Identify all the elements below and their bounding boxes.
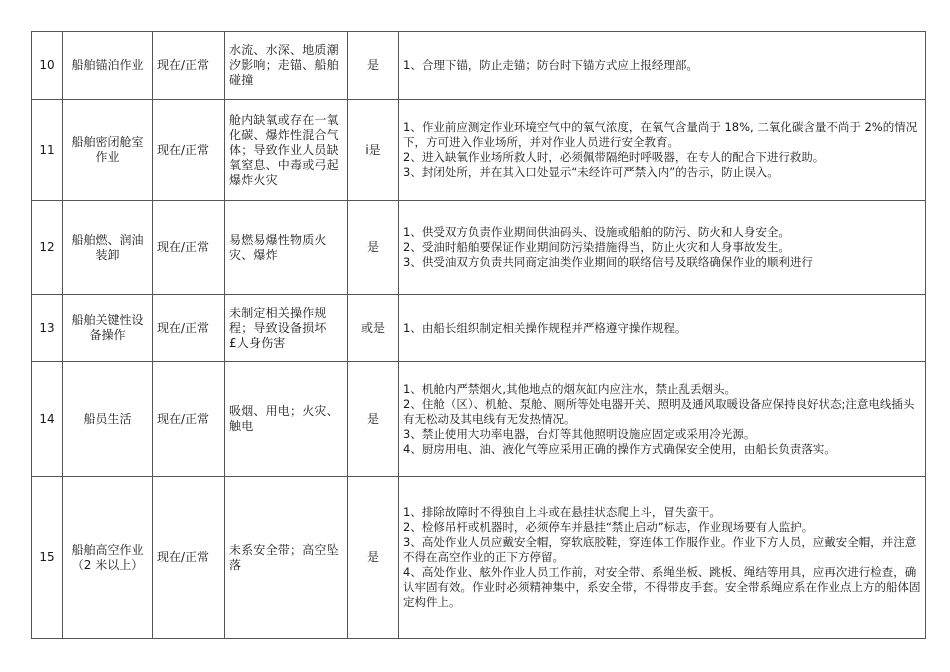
- measure-line: 3、禁止使用大功率电器，台灯等其他照明设施应固定或采用冷光源。: [403, 426, 756, 441]
- hazard-cell: 未系安全带；高空坠落: [225, 477, 348, 639]
- measure-line: 1、机舱内严禁烟火,其他地点的烟灰缸内应注水，禁止乱丢烟头。: [403, 381, 736, 396]
- row-number: 14: [32, 362, 63, 477]
- significant-cell: i是: [348, 100, 399, 201]
- measure-line: 2、受油时船舶要保证作业期间防污染措施得当，防止火灾和人身事故发生。: [403, 240, 790, 254]
- measure-line: 4、厨房用电、油、液化气等应采用正确的操作方式确保安全使用，由船长负责落实。: [403, 441, 836, 456]
- table-row: [32, 362, 926, 477]
- state-cell: 现在/正常: [153, 32, 225, 100]
- activity-cell: 船舶锚泊作业: [63, 32, 153, 100]
- activity-cell: 船舶密闭舱室作业: [63, 100, 153, 201]
- measure-line: 3、供受油双方负责共同商定油类作业期间的联络信号及联络确保作业的顺利进行: [403, 255, 813, 269]
- row-number: 10: [32, 32, 63, 100]
- hazard-table: [31, 31, 926, 639]
- hazard-cell: 舱内缺氧或存在一氧化碳、爆炸性混合气体；导致作业人员缺氧窒息、中毒或弓起爆炸火灾: [225, 100, 348, 201]
- measures-cell: [399, 295, 926, 362]
- measures-cell: [399, 201, 926, 295]
- significant-cell: 是: [348, 362, 399, 477]
- hazard-cell: 易燃易爆性物质火灾、爆炸: [225, 201, 348, 295]
- hazard-cell: 水流、水深、地质潮汐影响；走锚、船舶碰撞: [225, 32, 348, 100]
- table-row: [32, 100, 926, 201]
- significant-cell: 是: [348, 201, 399, 295]
- measure-line: 1、作业前应测定作业环境空气中的氧气浓度，在氧气含量尚于 18%, 二氧化碳含量不尚于 2%的情况下，方可进入作业场所，并对作业人员进行安全教育。: [403, 120, 918, 149]
- state-cell: 现在/正常: [153, 362, 225, 477]
- measure-line: 2、住舱（区）、机舱、泵舱、厕所等处电器开关、照明及通风取暖设备应保持良好状态;注意电线插头有无松动及其电线有无发热情况。: [403, 396, 915, 426]
- measure-line: 3、封闭处所，并在其入口处显示“未经许可严禁入内”的告示，防止误入。: [403, 165, 779, 179]
- row-number: 11: [32, 100, 63, 201]
- table-row: [32, 201, 926, 295]
- measures-cell: [399, 32, 926, 100]
- state-cell: 现在/正常: [153, 295, 225, 362]
- measure-line: 2、进入缺氧作业场所救人时，必须佩带隔绝时呼吸器，在专人的配合下进行救助。: [403, 150, 825, 164]
- row-number: 15: [32, 477, 63, 639]
- hazard-cell: 吸烟、用电；火灾、触电: [225, 362, 348, 477]
- measures-cell: [399, 362, 926, 477]
- measure-line: 1、排除故障时不得独自上斗或在悬挂状态爬上斗，冒失蛮干。: [403, 505, 721, 519]
- significant-cell: 是: [348, 477, 399, 639]
- measures-cell: [399, 100, 926, 201]
- table-row: [32, 477, 926, 639]
- measure-line: 1、由船长组织制定相关操作规程并严格遵守操作规程。: [403, 320, 687, 335]
- measure-line: 3、高处作业人员应戴安全帽，穿软底胶鞋，穿连体工作服作业。作业下方人员，应戴安全帽，并注意不得在高空作业的正下方停留。: [403, 535, 917, 564]
- state-cell: 现在/正常: [153, 100, 225, 201]
- state-cell: 现在/正常: [153, 201, 225, 295]
- measure-line: 1、合理下锚，防止走锚；防台时下锚方式应上报经理部。: [403, 58, 698, 72]
- activity-cell: 船员生活: [63, 362, 153, 477]
- activity-cell: 船舶关键性设备操作: [63, 295, 153, 362]
- row-number: 13: [32, 295, 63, 362]
- significant-cell: 是: [348, 32, 399, 100]
- activity-cell: 船舶燃、润油装卸: [63, 201, 153, 295]
- table-row: [32, 295, 926, 362]
- hazard-cell: 未制定相关操作规程；导致设备损坏£人身伤害: [225, 295, 348, 362]
- activity-cell: 船舶高空作业（2 米以上）: [63, 477, 153, 639]
- measures-cell: [399, 477, 926, 639]
- table-row: [32, 32, 926, 100]
- state-cell: 现在/正常: [153, 477, 225, 639]
- measure-line: 2、检修吊杆或机器时，必须停车并悬挂“禁止启动”标志，作业现场要有人监护。: [403, 520, 814, 534]
- significant-cell: 或是: [348, 295, 399, 362]
- measure-line: 4、高处作业、舷外作业人员工作前，对安全带、系绳坐板、跳板、绳结等用具，应再次进行检查，确认牢固有效。作业时必须精神集中，系安全带，不得带皮手套。安全带系绳应系在作业点上方的船体固定构件上。: [403, 565, 921, 609]
- measure-line: 1、供受双方负责作业期间供油码头、设施或船舶的防污、防火和人身安全。: [403, 225, 790, 239]
- row-number: 12: [32, 201, 63, 295]
